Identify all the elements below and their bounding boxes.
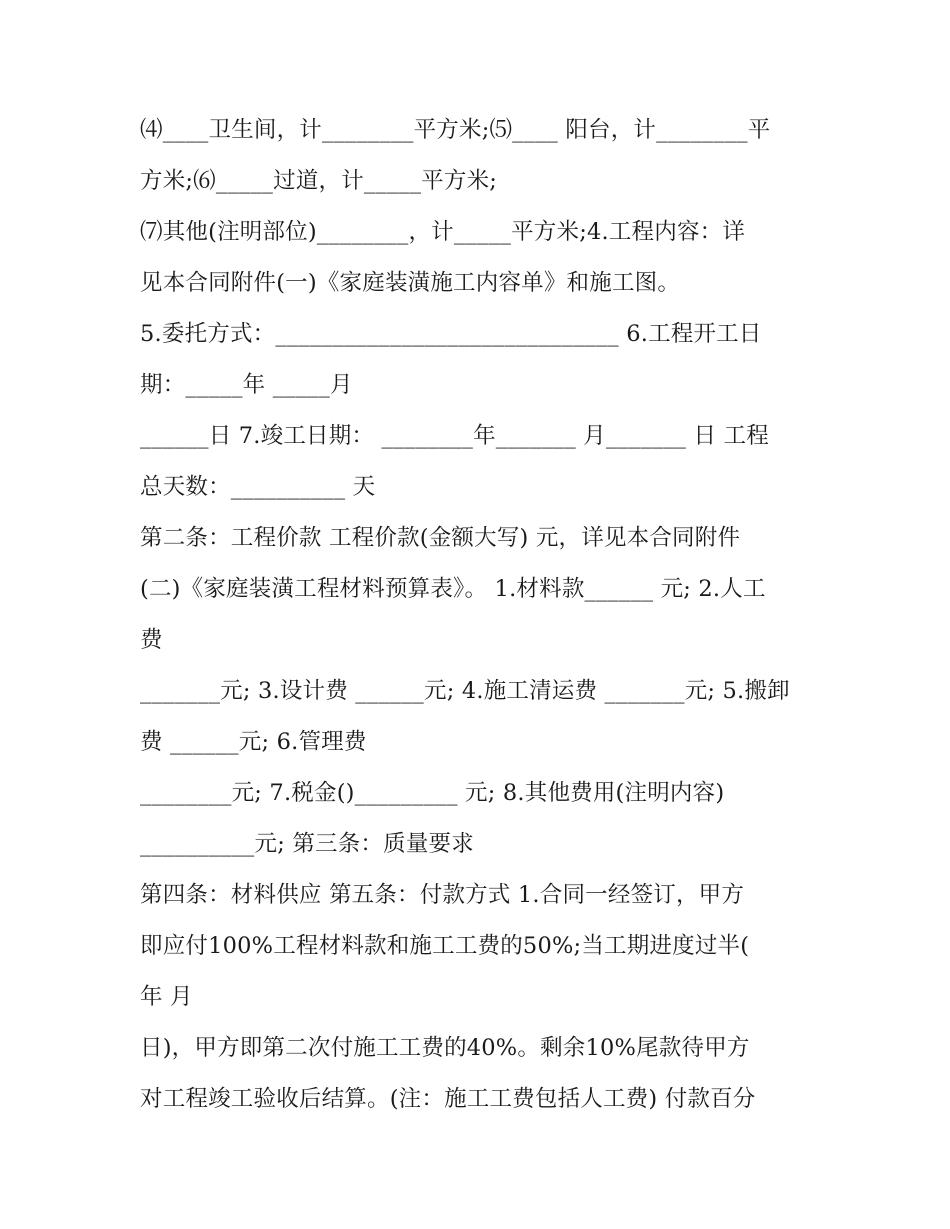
- text-line: 5.委托方式：______________________________ 6.工程开工日: [140, 321, 762, 347]
- text-line: (二)《家庭装潢工程材料预算表》。 1.材料款______ 元; 2.人工: [140, 576, 766, 602]
- text-line: 期：_____年 _____月: [140, 372, 353, 398]
- text-line: __________元; 第三条：质量要求: [140, 831, 474, 857]
- text-line: ________元; 7.税金()_________ 元; 8.其他费用(注明内容): [140, 780, 725, 806]
- text-line: 即应付100%工程材料款和施工工费的50%;当工期进度过半(: [140, 933, 750, 959]
- text-line: 方米;⑹_____过道，计_____平方米;: [140, 168, 498, 194]
- text-line: 费 ______元; 6.管理费: [140, 729, 367, 755]
- text-line: ⑷____卫生间，计________平方米;⑸____ 阳台，计________平: [140, 117, 771, 143]
- text-line: ⑺其他(注明部位)________，计_____平方米;4.工程内容：详: [140, 219, 746, 245]
- text-line: _______元; 3.设计费 ______元; 4.施工清运费 _______元; 5.搬卸: [140, 678, 790, 704]
- text-line: 第二条：工程价款 工程价款(金额大写) 元，详见本合同附件: [140, 525, 741, 551]
- document-body: [140, 105, 820, 1125]
- text-line: 对工程竣工验收后结算。(注：施工工费包括人工费) 付款百分: [140, 1086, 756, 1112]
- text-line: 费: [140, 627, 163, 653]
- text-line: 见本合同附件(一)《家庭装潢施工内容单》和施工图。: [140, 270, 681, 296]
- text-line: 总天数：__________ 天: [140, 474, 376, 500]
- text-line: ______日 7.竣工日期： ________年_______ 月_______ 日 工程: [140, 423, 769, 449]
- text-line: 年 月: [140, 984, 193, 1010]
- text-line: 第四条：材料供应 第五条：付款方式 1.合同一经签订，甲方: [140, 882, 745, 908]
- text-line: 日)，甲方即第二次付施工工费的40%。剩余10%尾款待甲方: [140, 1035, 750, 1061]
